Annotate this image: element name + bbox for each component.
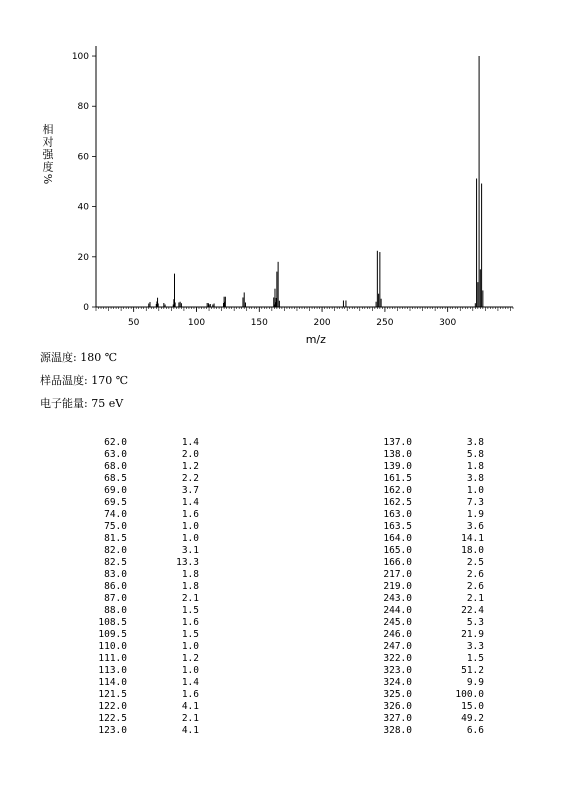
abundance-value: 3.8	[466, 437, 484, 448]
mz-value: 69.5	[104, 497, 127, 508]
peak-row	[367, 461, 484, 473]
y-tick-label: 80	[77, 102, 89, 113]
peak-row	[82, 509, 199, 521]
peak-row	[82, 545, 199, 557]
peak-row	[367, 533, 484, 545]
peak-row	[367, 605, 484, 617]
abundance-value: 3.1	[181, 545, 199, 556]
abundance-value: 1.0	[181, 641, 199, 652]
abundance-value: 2.6	[466, 581, 484, 592]
peak-row	[367, 593, 484, 605]
chart-axes	[96, 46, 513, 307]
peak-row	[82, 665, 199, 677]
abundance-value: 1.6	[181, 617, 199, 628]
abundance-value: 2.6	[466, 569, 484, 580]
abundance-value: 1.6	[181, 509, 199, 520]
peak-row	[82, 617, 199, 629]
abundance-value: 1.8	[466, 461, 484, 472]
mz-value: 68.0	[104, 461, 127, 472]
mz-value: 324.0	[383, 677, 412, 688]
y-tick-label: 40	[77, 202, 89, 213]
spectrum-peaks	[149, 56, 483, 307]
mz-value: 243.0	[383, 593, 412, 604]
sample-temperature: 样品温度: 170 ℃	[40, 374, 128, 387]
peak-row	[82, 449, 199, 461]
peak-row	[367, 437, 484, 449]
mz-value: 163.5	[383, 521, 412, 532]
abundance-value: 3.3	[466, 641, 484, 652]
mz-value: 109.5	[98, 629, 127, 640]
abundance-value: 21.9	[461, 629, 484, 640]
abundance-value: 13.3	[176, 557, 199, 568]
mz-value: 246.0	[383, 629, 412, 640]
mz-value: 165.0	[383, 545, 412, 556]
peak-row	[82, 713, 199, 725]
peak-row	[367, 725, 484, 737]
peak-row	[367, 665, 484, 677]
abundance-value: 2.1	[181, 593, 199, 604]
mz-value: 325.0	[383, 689, 412, 700]
mz-value: 121.5	[98, 689, 127, 700]
peak-row	[367, 569, 484, 581]
peak-row	[367, 581, 484, 593]
mz-value: 247.0	[383, 641, 412, 652]
peak-row	[82, 725, 199, 737]
y-axis-label-char: 强	[42, 148, 54, 161]
x-tick-label: 100	[187, 318, 206, 328]
x-tick-label: 300	[439, 318, 457, 328]
abundance-value: 1.5	[466, 653, 484, 664]
abundance-value: 1.0	[466, 485, 484, 496]
peak-row	[367, 497, 484, 509]
abundance-value: 1.4	[181, 677, 199, 688]
mz-value: 326.0	[383, 701, 412, 712]
mass-spectrum-chart	[0, 0, 570, 345]
peak-row	[367, 449, 484, 461]
abundance-value: 1.4	[181, 497, 199, 508]
mz-value: 122.5	[98, 713, 127, 724]
abundance-value: 4.1	[181, 701, 199, 712]
peak-row	[82, 521, 199, 533]
y-axis-label-char: %	[41, 173, 54, 185]
peak-row	[82, 569, 199, 581]
mz-value: 75.0	[104, 521, 127, 532]
abundance-value: 2.5	[466, 557, 484, 568]
mz-value: 328.0	[383, 725, 412, 736]
peak-row	[82, 641, 199, 653]
mz-value: 162.0	[383, 485, 412, 496]
abundance-value: 1.0	[181, 533, 199, 544]
mz-value: 63.0	[104, 449, 127, 460]
mz-value: 74.0	[104, 509, 127, 520]
peak-row	[367, 545, 484, 557]
peak-row	[367, 653, 484, 665]
abundance-value: 51.2	[461, 665, 484, 676]
peak-row	[367, 641, 484, 653]
peak-row	[367, 689, 484, 701]
peak-row	[367, 557, 484, 569]
abundance-value: 1.5	[181, 605, 199, 616]
abundance-value: 14.1	[461, 533, 484, 544]
mz-value: 82.5	[104, 557, 127, 568]
abundance-value: 2.1	[466, 593, 484, 604]
abundance-value: 9.9	[466, 677, 484, 688]
peak-row	[82, 557, 199, 569]
peak-row	[82, 581, 199, 593]
mz-value: 323.0	[383, 665, 412, 676]
abundance-value: 3.8	[466, 473, 484, 484]
mz-value: 322.0	[383, 653, 412, 664]
peak-row	[82, 593, 199, 605]
y-tick-label: 60	[77, 152, 89, 163]
mz-value: 123.0	[98, 725, 127, 736]
peak-row	[82, 497, 199, 509]
mz-value: 163.0	[383, 509, 412, 520]
peak-row	[367, 509, 484, 521]
x-tick-label: 250	[376, 318, 394, 328]
x-axis-label: m/z	[305, 333, 326, 345]
abundance-value: 18.0	[461, 545, 484, 556]
mz-value: 245.0	[383, 617, 412, 628]
peak-row	[82, 677, 199, 689]
y-axis-label-char: 相	[42, 123, 54, 136]
y-tick-label: 20	[77, 252, 89, 263]
mz-value: 68.5	[104, 473, 127, 484]
mz-value: 219.0	[383, 581, 412, 592]
abundance-value: 49.2	[461, 713, 484, 724]
mz-value: 217.0	[383, 569, 412, 580]
abundance-value: 7.3	[466, 497, 484, 508]
abundance-value: 1.0	[181, 665, 199, 676]
y-tick-label: 0	[83, 303, 89, 313]
abundance-value: 1.8	[181, 569, 199, 580]
peak-table-left	[82, 437, 199, 737]
mz-value: 114.0	[98, 677, 127, 688]
y-tick-label: 100	[71, 52, 89, 63]
peak-row	[82, 533, 199, 545]
mz-value: 137.0	[383, 437, 412, 448]
abundance-value: 100.0	[455, 689, 484, 700]
y-axis-label-char: 对	[42, 135, 54, 149]
peak-row	[367, 713, 484, 725]
peak-row	[367, 677, 484, 689]
abundance-value: 1.9	[466, 509, 484, 520]
x-tick-label: 50	[127, 318, 140, 328]
mz-value: 87.0	[104, 593, 127, 604]
abundance-value: 5.8	[466, 449, 484, 460]
abundance-value: 15.0	[461, 701, 484, 712]
peak-row	[367, 473, 484, 485]
abundance-value: 22.4	[461, 605, 484, 616]
peak-row	[367, 485, 484, 497]
mz-value: 162.5	[383, 497, 412, 508]
mz-value: 138.0	[383, 449, 412, 460]
peak-row	[367, 617, 484, 629]
mz-value: 327.0	[383, 713, 412, 724]
mz-value: 88.0	[104, 605, 127, 616]
peak-row	[82, 629, 199, 641]
mz-value: 81.5	[104, 533, 127, 544]
peak-row	[82, 653, 199, 665]
peak-row	[82, 485, 199, 497]
mz-value: 122.0	[98, 701, 127, 712]
abundance-value: 1.2	[181, 653, 199, 664]
peak-row	[367, 629, 484, 641]
x-tick-label: 150	[250, 318, 268, 328]
mz-value: 108.5	[98, 617, 127, 628]
source-temperature: 源温度: 180 ℃	[40, 351, 117, 364]
abundance-value: 2.0	[181, 449, 199, 460]
mz-value: 166.0	[383, 557, 412, 568]
mz-value: 62.0	[104, 437, 127, 448]
mz-value: 110.0	[98, 641, 127, 652]
abundance-value: 6.6	[466, 725, 484, 736]
abundance-value: 5.3	[466, 617, 484, 628]
peak-table-right	[367, 437, 484, 737]
abundance-value: 3.6	[466, 521, 484, 532]
y-axis-label	[41, 122, 55, 184]
mz-value: 139.0	[383, 461, 412, 472]
x-minor-ticks	[96, 307, 513, 311]
mz-value: 164.0	[383, 533, 412, 544]
abundance-value: 1.2	[181, 461, 199, 472]
x-tick-labels	[128, 307, 457, 328]
abundance-value: 3.7	[181, 485, 199, 496]
peak-row	[82, 461, 199, 473]
y-tick-labels	[72, 52, 96, 313]
y-axis-label-char: 度	[42, 160, 54, 174]
mz-value: 161.5	[383, 473, 412, 484]
electron-energy: 电子能量: 75 eV	[40, 397, 124, 410]
abundance-value: 4.1	[181, 725, 199, 736]
peak-row	[82, 473, 199, 485]
mz-value: 86.0	[104, 581, 127, 592]
abundance-value: 2.2	[181, 473, 199, 484]
abundance-value: 1.5	[181, 629, 199, 640]
peak-row	[82, 689, 199, 701]
abundance-value: 2.1	[181, 713, 199, 724]
abundance-value: 1.6	[181, 689, 199, 700]
peak-row	[82, 437, 199, 449]
mz-value: 113.0	[98, 665, 127, 676]
peak-row	[367, 521, 484, 533]
mz-value: 82.0	[104, 545, 127, 556]
mz-value: 69.0	[104, 485, 127, 496]
mz-value: 83.0	[104, 569, 127, 580]
abundance-value: 1.8	[181, 581, 199, 592]
mz-value: 111.0	[98, 653, 127, 664]
mz-value: 244.0	[383, 605, 412, 616]
peak-row	[82, 605, 199, 617]
abundance-value: 1.4	[181, 437, 199, 448]
peak-row	[82, 701, 199, 713]
x-tick-label: 200	[313, 318, 331, 328]
peak-row	[367, 701, 484, 713]
abundance-value: 1.0	[181, 521, 199, 532]
